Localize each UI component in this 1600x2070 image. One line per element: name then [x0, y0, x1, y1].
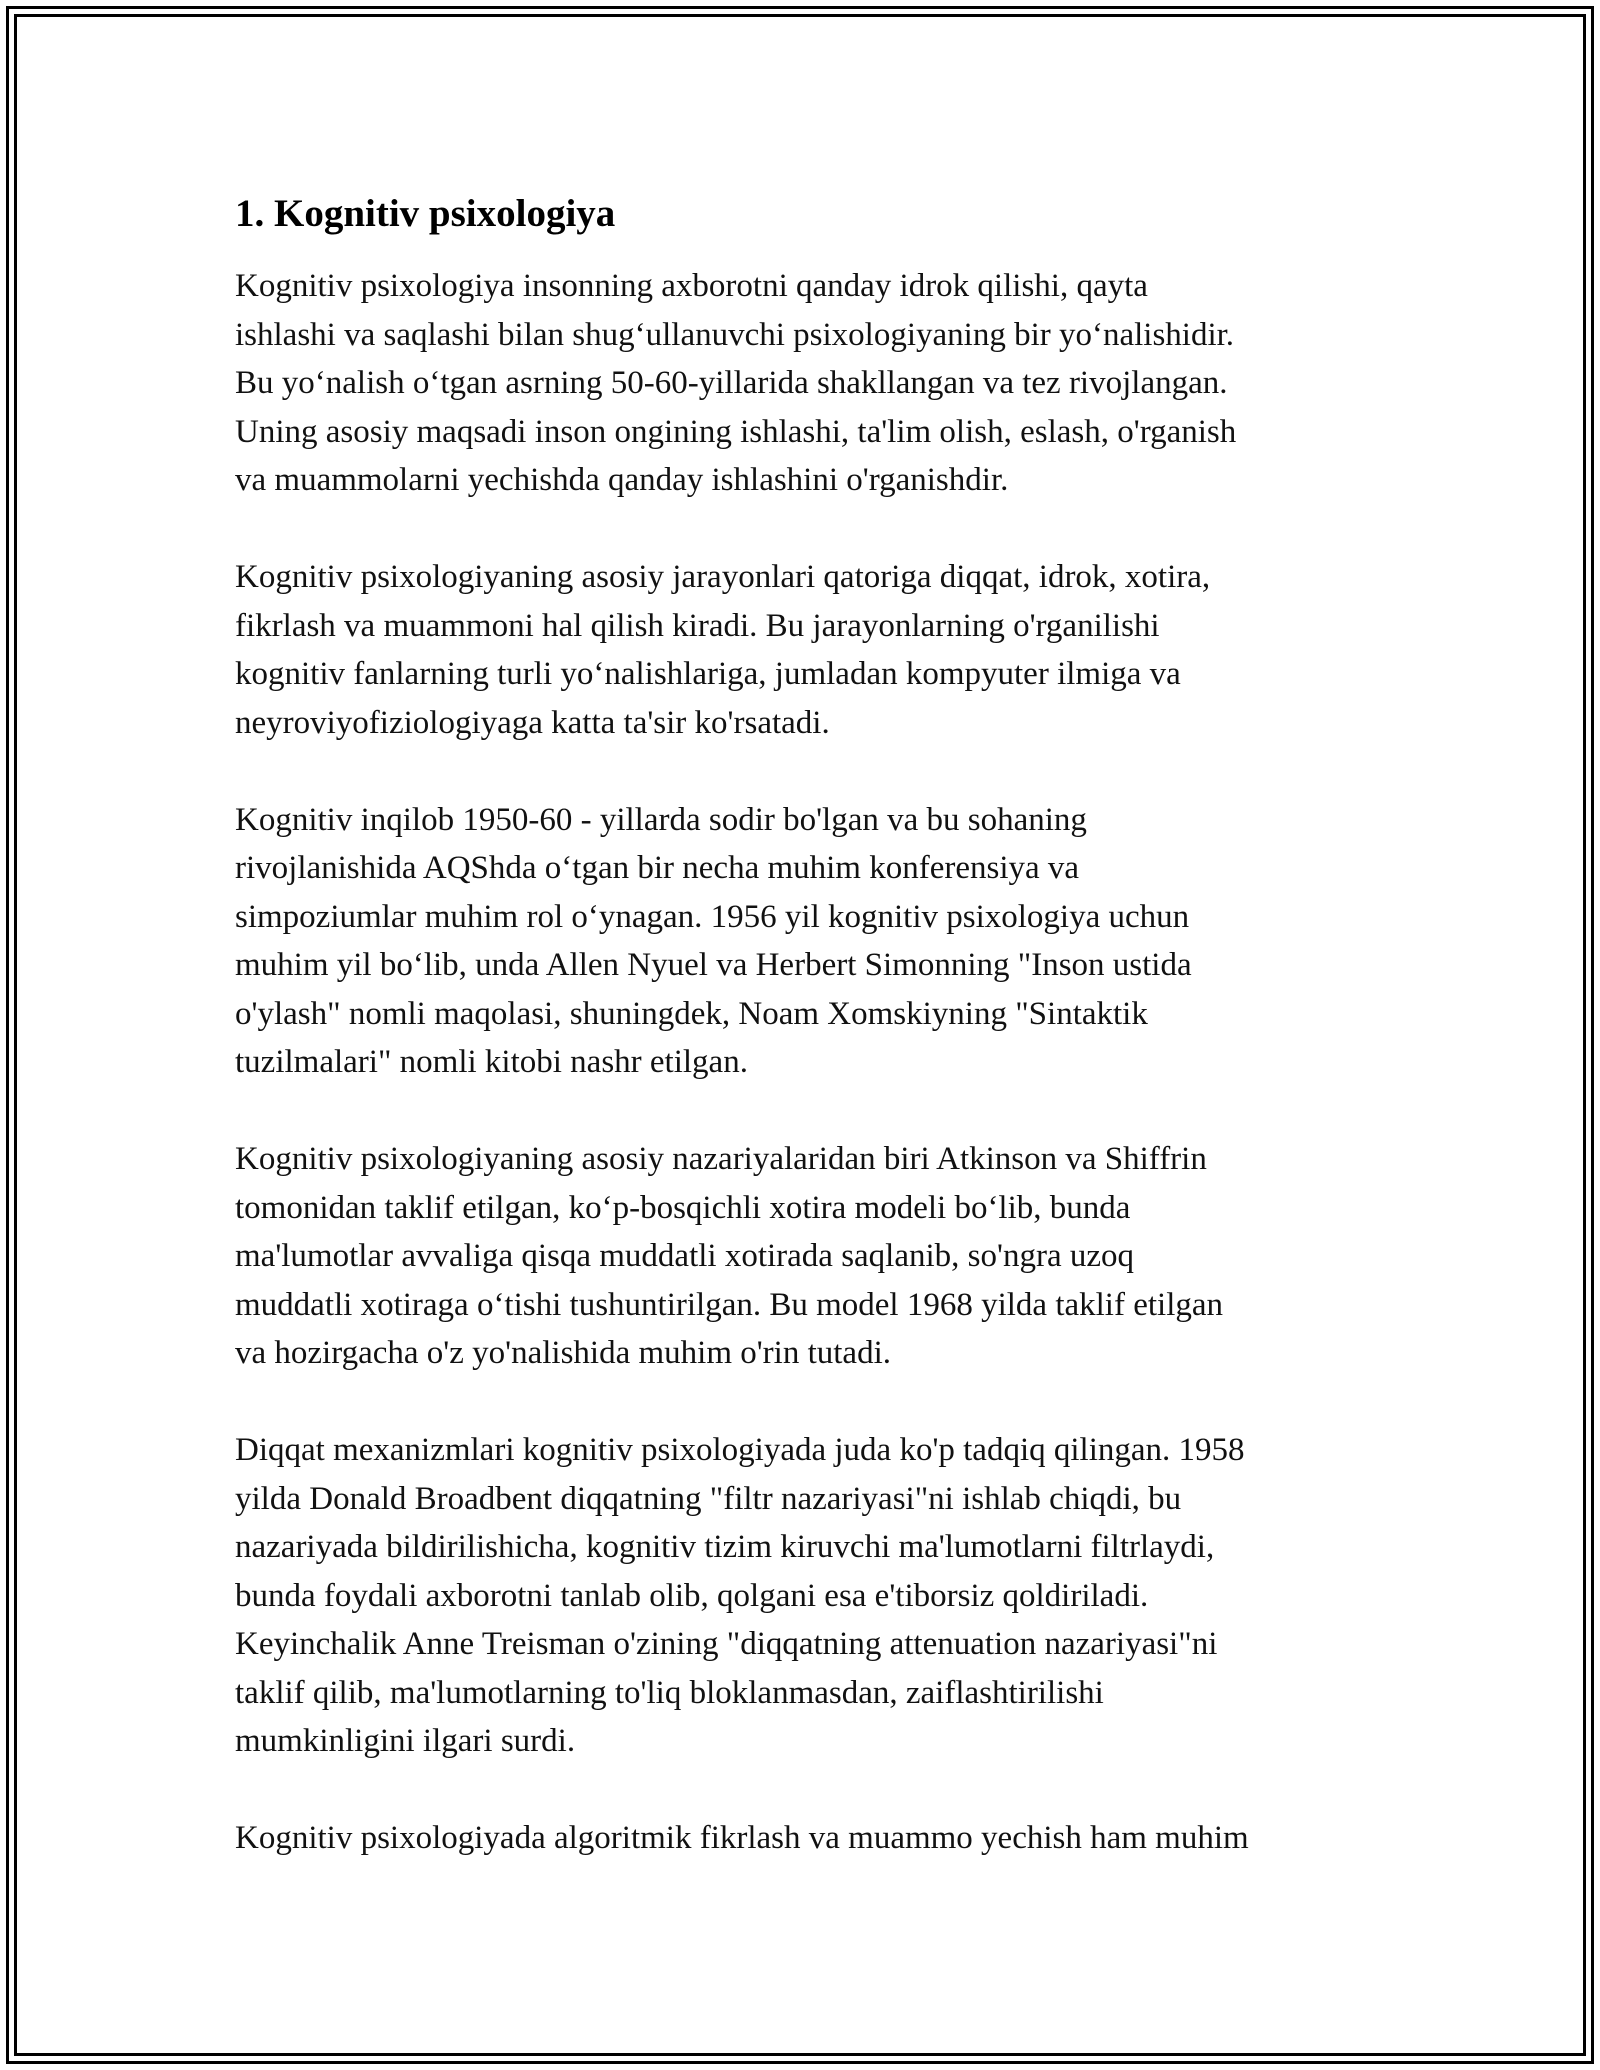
paragraph-processes: Kognitiv psixologiyaning asosiy jarayonlari qatoriga diqqat, idrok, xotira, fikrlash va muammoni hal qilish kiradi. Bu jarayonlarning o'rganilishi kognitiv fanlarning turli yo‘nalishlariga, jumladan kompyuter ilmiga va neyroviyofiziologiyaga katta ta'sir ko'rsatadi.: [235, 559, 1211, 741]
section-heading: 1. Kognitiv psixologiya: [235, 192, 616, 235]
paragraph-algorithmic-thinking: Kognitiv psixologiyada algoritmik fikrlash va muammo yechish ham muhim: [235, 1820, 1249, 1856]
paragraph-memory-model: Kognitiv psixologiyaning asosiy nazariyalaridan biri Atkinson va Shiffrin tomonidan taklif etilgan, ko‘p-bosqichli xotira modeli bo‘lib, bunda ma'lumotlar avvaliga qisqa muddatli xotirada saqlanib, so'ngra uzoq muddatli xotiraga o‘tishi tushuntirilgan. Bu model 1968 yilda taklif etilgan va hozirgacha o'z yo'nalishida muhim o'rin tutadi.: [235, 1141, 1224, 1371]
document-body: [235, 190, 1375, 1911]
paragraph-cognitive-revolution: Kognitiv inqilob 1950-60 - yillarda sodir bo'lgan va bu sohaning rivojlanishida AQShda o‘tgan bir necha muhim konferensiya va simpoziumlar muhim rol o‘ynagan. 1956 yil kognitiv psixologiya uchun muhim yil bo‘lib, unda Allen Nyuel va Herbert Simonning "Inson ustida o'ylash" nomli maqolasi, shuningdek, Noam Xomskiyning "Sintaktik tuzilmalari" nomli kitobi nashr etilgan.: [235, 801, 1192, 1080]
paragraph-intro: Kognitiv psixologiya insonning axborotni qanday idrok qilishi, qayta ishlashi va saqlashi bilan shug‘ullanuvchi psixologiyaning bir yo‘nalishidir. Bu yo‘nalish o‘tgan asrning 50-60-yillarida shakllangan va tez rivojlangan. Uning asosiy maqsadi inson ongining ishlashi, ta'lim olish, eslash, o'rganish va muammolarni yechishda qanday ishlashini o'rganishdir.: [235, 268, 1237, 498]
paragraph-attention: Diqqat mexanizmlari kognitiv psixologiyada juda ko'p tadqiq qilingan. 1958 yilda Donald Broadbent diqqatning "filtr nazariyasi"ni ishlab chiqdi, bu nazariyada bildirilishicha, kognitiv tizim kiruvchi ma'lumotlarni filtrlaydi, bunda foydali axborotni tanlab olib, qolgani esa e'tiborsiz qoldiriladi. Keyinchalik Anne Treisman o'zining "diqqatning attenuation nazariyasi"ni taklif qilib, ma'lumotlarning to'liq bloklanmasdan, zaiflashtirilishi mumkinligini ilgari surdi.: [235, 1432, 1245, 1759]
